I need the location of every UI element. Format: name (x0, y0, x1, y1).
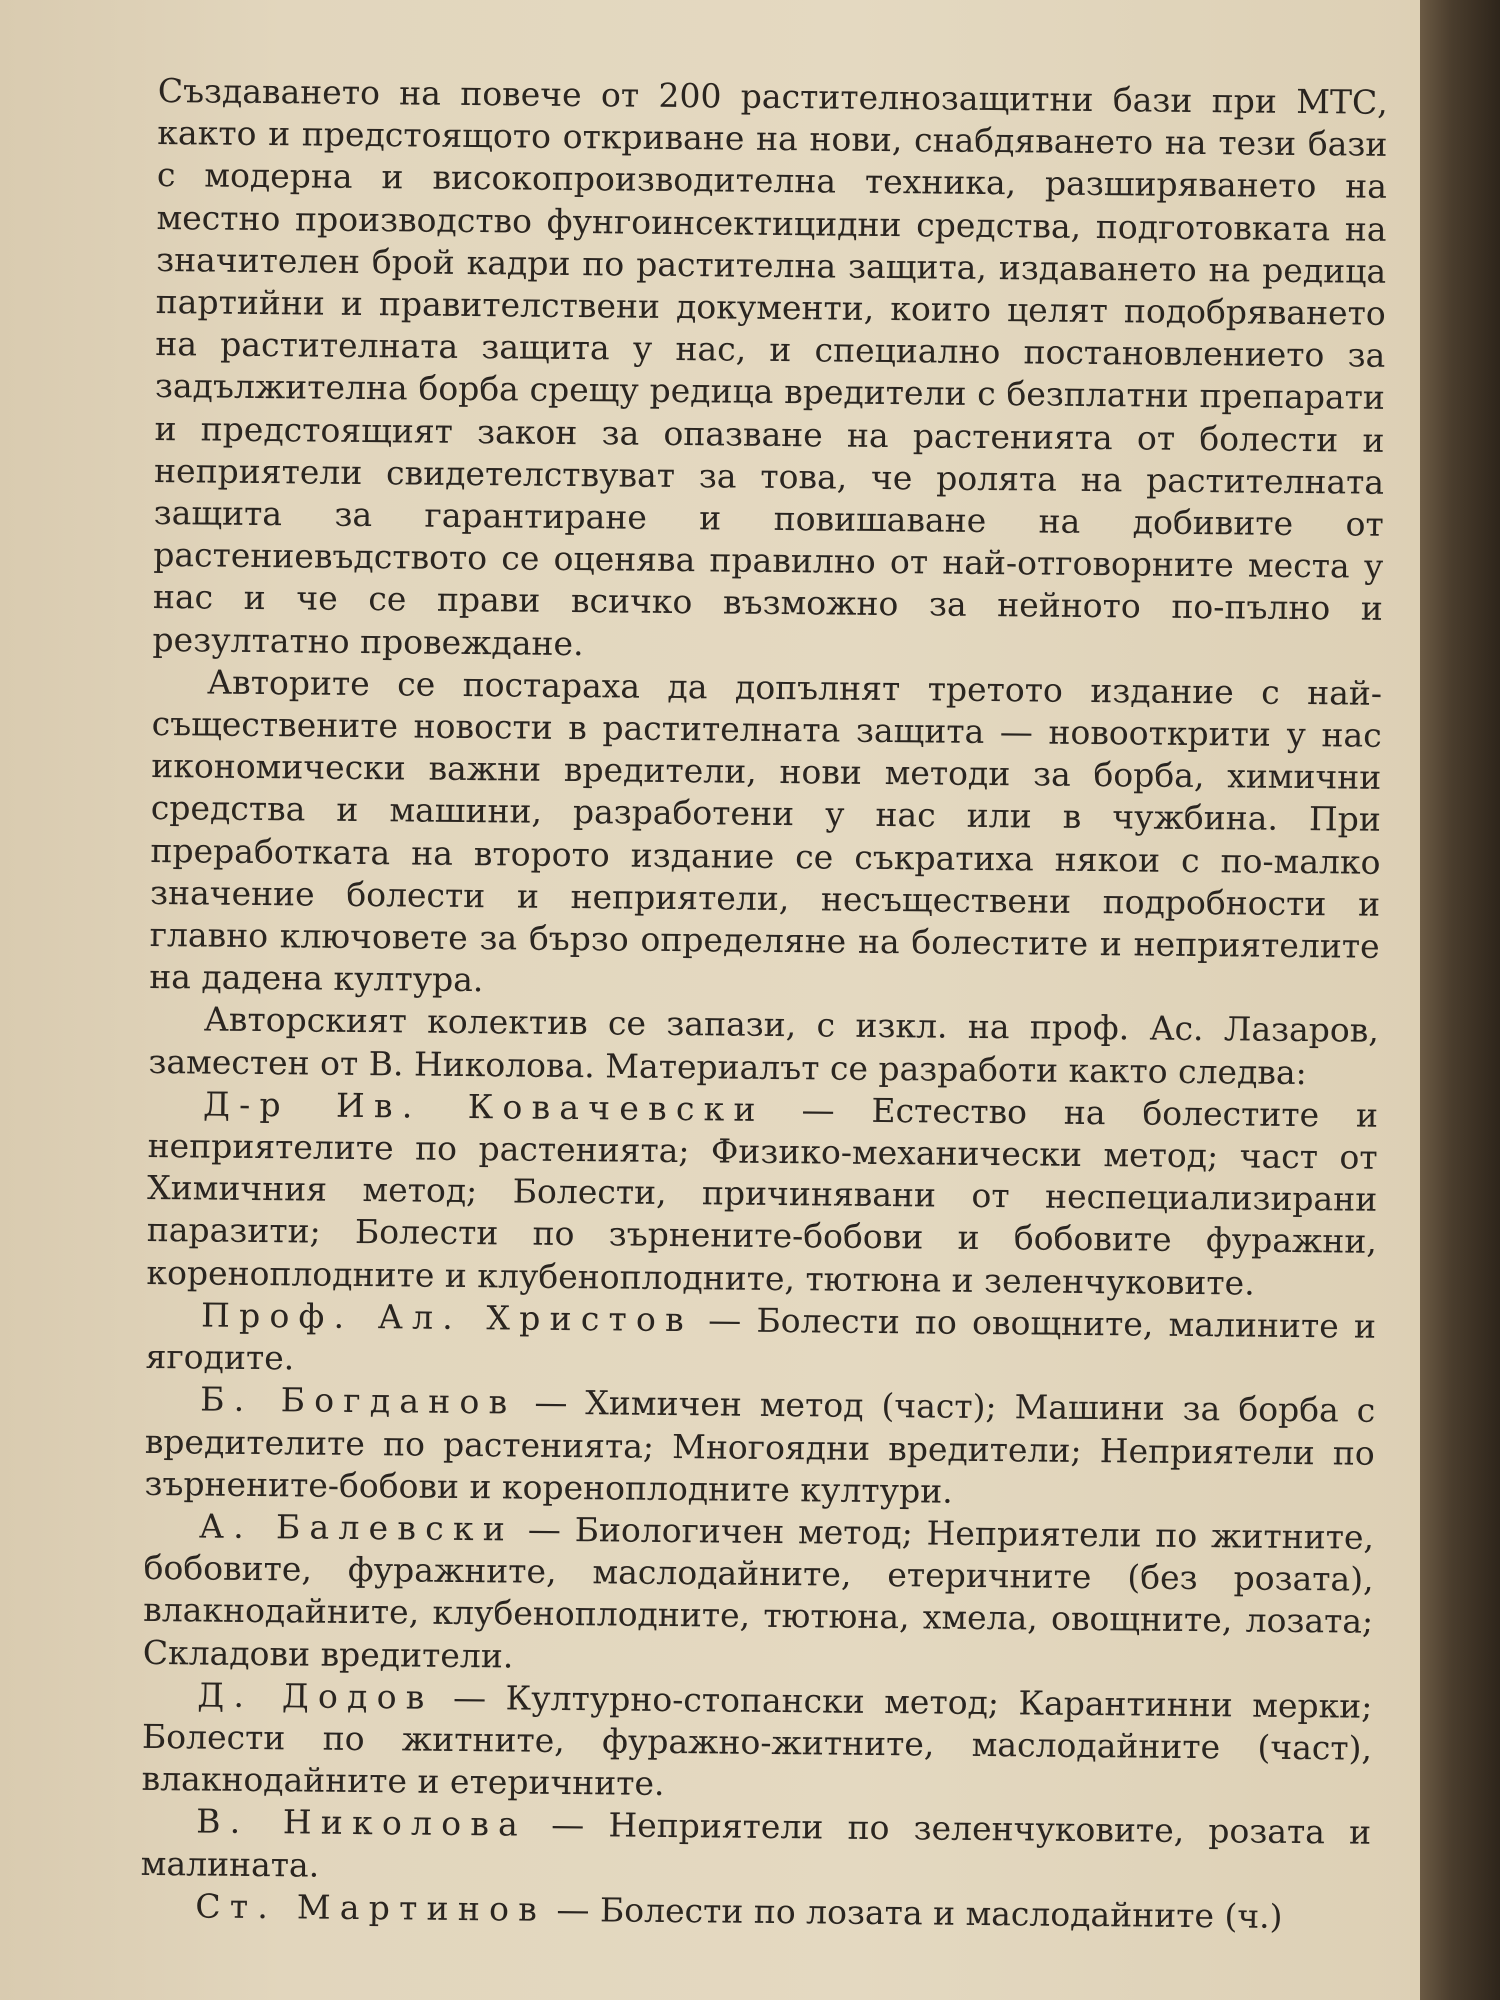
author-name: Ст. Мартинов (195, 1886, 547, 1929)
author-contribution: — Културно-стопански метод; Карантинни мерки; Болести по житните, фуражно-житните, маслодайните (част), влакнодайните и етеричните. (141, 1677, 1373, 1804)
page-text (140, 70, 1388, 1939)
author-name: В. Николова (196, 1801, 528, 1844)
author-entry (145, 1294, 1376, 1390)
author-entry (143, 1505, 1375, 1686)
author-entry (146, 1083, 1378, 1306)
author-name: Д-р Ив. Ковачевски (202, 1084, 765, 1129)
author-entry (144, 1378, 1375, 1516)
paragraph-1: Създаването на повече от 200 растителнозащитни бази при МТС, както и предстоящото откриване на нови, снабдяването на тези бази с модерна и високопроизводителна техника, разширяването на местно производство фунгоинсектицидни средства, подготовката на значителен брой кадри по растителна защита, издаването на редица партийни и правителствени документи, които целят подобряването на растителната защита у нас, и специално постановлението за задължителна борба срещу редица вредители с безплатни препарати и предстоящият закон за опазване на растенията от болести и неприятели свидетелствуват за това, че ролята на растителната защита за гарантиране и повишаване на добивите от растениевъдството се оценява правилно от най-отговорните места у нас и че се прави всичко възможно за нейното по-пълно и резултатно провеждане. (152, 70, 1388, 663)
author-entry (141, 1674, 1372, 1812)
author-contribution: — Химичен метод (част); Машини за борба с вредителите по растенията; Многоядни вредители; Неприятели по зърнените-бобови и кореноплодните култури. (144, 1382, 1376, 1511)
author-contribution: — Естество на болестите и неприятелите по растенията; Физико-механически метод; част от Химичния метод; Болести, причинявани от неспециализирани паразити; Болести по зърнените-бобови и бобовите фуражни, кореноплодните и клубеноплодните, тютюна и зеленчуковите. (146, 1089, 1379, 1303)
author-name: Д. Додов (197, 1675, 434, 1717)
paragraph-3: Авторският колектив се запази, с изкл. на проф. Ас. Лазаров, заместен от В. Николова. Материалът се разработи както следва: (148, 999, 1380, 1092)
author-contribution: — Болести по лозата и маслодайните (ч.) (545, 1889, 1283, 1936)
author-contribution: — Болести по овощните, малините и ягодите. (145, 1300, 1377, 1378)
author-name: Б. Богданов (200, 1379, 517, 1422)
author-contribution: — Биологичен метод; Неприятели по житните, бобовите, фуражните, маслодайните, етеричните (без розата), влакнодайните, клубеноплодните, тютюна, хмела, овощните, лозата; Складови вредители. (142, 1509, 1375, 1675)
paragraph-2: Авторите се постараха да допълнят третото издание с най-съществените новости в растителната защита — новооткрити у нас икономически важни вредители, нови методи за борба, химични средства и машини, разработени у нас или в чужбина. При преработката на второто издание се съкратиха някои с по-малко значение болести и неприятели, несъществени подробности и главно ключовете за бързо определяне на болестите и неприятелите на дадена култура. (149, 662, 1383, 1000)
author-contribution: — Неприятели по зеленчуковите, розата и малината. (140, 1804, 1372, 1885)
author-name: А. Балевски (198, 1506, 515, 1549)
page-edge-shadow (1420, 0, 1500, 2000)
author-entry (141, 1800, 1372, 1896)
author-name: Проф. Ал. Христов (200, 1295, 694, 1340)
